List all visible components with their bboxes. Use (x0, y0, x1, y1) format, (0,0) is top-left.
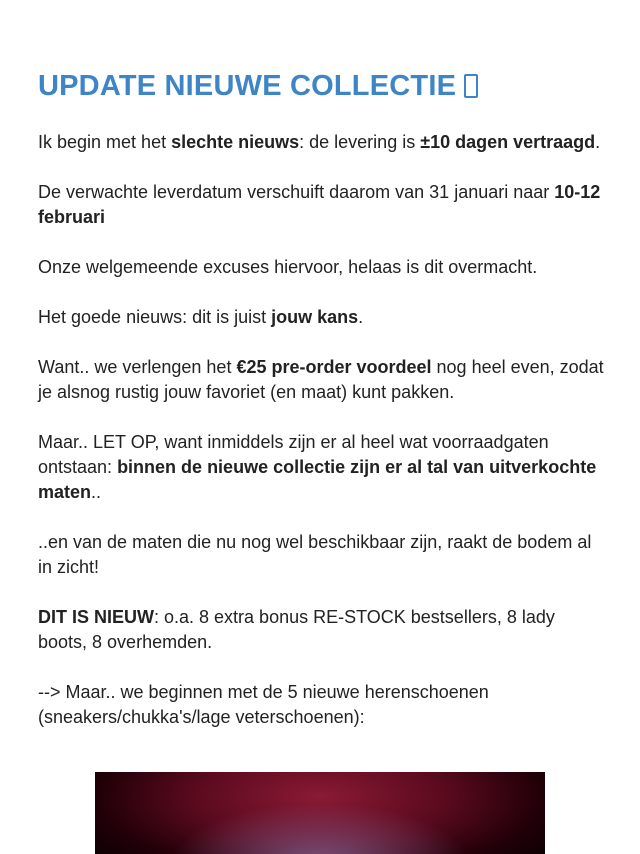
text-bold: €25 pre-order voordeel (236, 357, 432, 377)
text-run: --> Maar.. we beginnen met de 5 nieuwe herenschoenen (sneakers/chukka's/lage veterschoenen): (38, 682, 489, 727)
paragraph-apology (38, 255, 604, 280)
text-run: Ik begin met het (38, 132, 172, 152)
text-run: Maar.. LET OP, want inmiddels zijn er al heel wat voorraadgaten ontstaan: (38, 432, 549, 477)
text-run: Onze welgemeende excuses hiervoor, helaas is dit overmacht. (38, 257, 538, 277)
text-bold: 10-12 februari (38, 182, 601, 227)
text-run: . (358, 307, 364, 327)
text-run: . (595, 132, 601, 152)
text-bold: DIT IS NIEUW (38, 607, 154, 627)
paragraph-intro-shoes (38, 680, 604, 730)
product-hero-image[interactable] (95, 772, 545, 854)
page-title (38, 70, 478, 103)
text-run: .. (91, 482, 102, 502)
text-run: ..en van de maten die nu nog wel beschikbaar zijn, raakt de bodem al in zicht! (38, 532, 592, 577)
paragraph-preorder (38, 355, 604, 405)
paragraph-stock-warning (38, 430, 604, 505)
text-run: Want.. we verlengen het (38, 357, 237, 377)
text-run: Het goede nieuws: dit is juist (38, 307, 272, 327)
text-run: : o.a. 8 extra bonus RE-STOCK bestsellers, 8 lady boots, 8 overhemden. (38, 607, 555, 652)
text-run: nog heel even, zodat je alsnog rustig jouw favoriet (en maat) kunt pakken. (38, 357, 604, 402)
message-body (38, 130, 604, 755)
paragraph-good-news (38, 305, 604, 330)
paragraph-delay (38, 130, 604, 155)
page-title-text: UPDATE NIEUWE COLLECTIE (38, 70, 457, 102)
text-run: De verwachte leverdatum verschuift daarom van 31 januari naar (38, 182, 555, 202)
paragraph-sizes (38, 530, 604, 580)
text-bold: ±10 dagen vertraagd (420, 132, 596, 152)
text-run: : de levering is (299, 132, 421, 152)
paragraph-new (38, 605, 604, 655)
missing-glyph-icon (464, 74, 478, 98)
text-bold: binnen de nieuwe collectie zijn er al tal van uitverkochte maten (38, 457, 597, 502)
text-bold: jouw kans (271, 307, 359, 327)
text-bold: slechte nieuws (171, 132, 300, 152)
paragraph-new-date (38, 180, 604, 230)
